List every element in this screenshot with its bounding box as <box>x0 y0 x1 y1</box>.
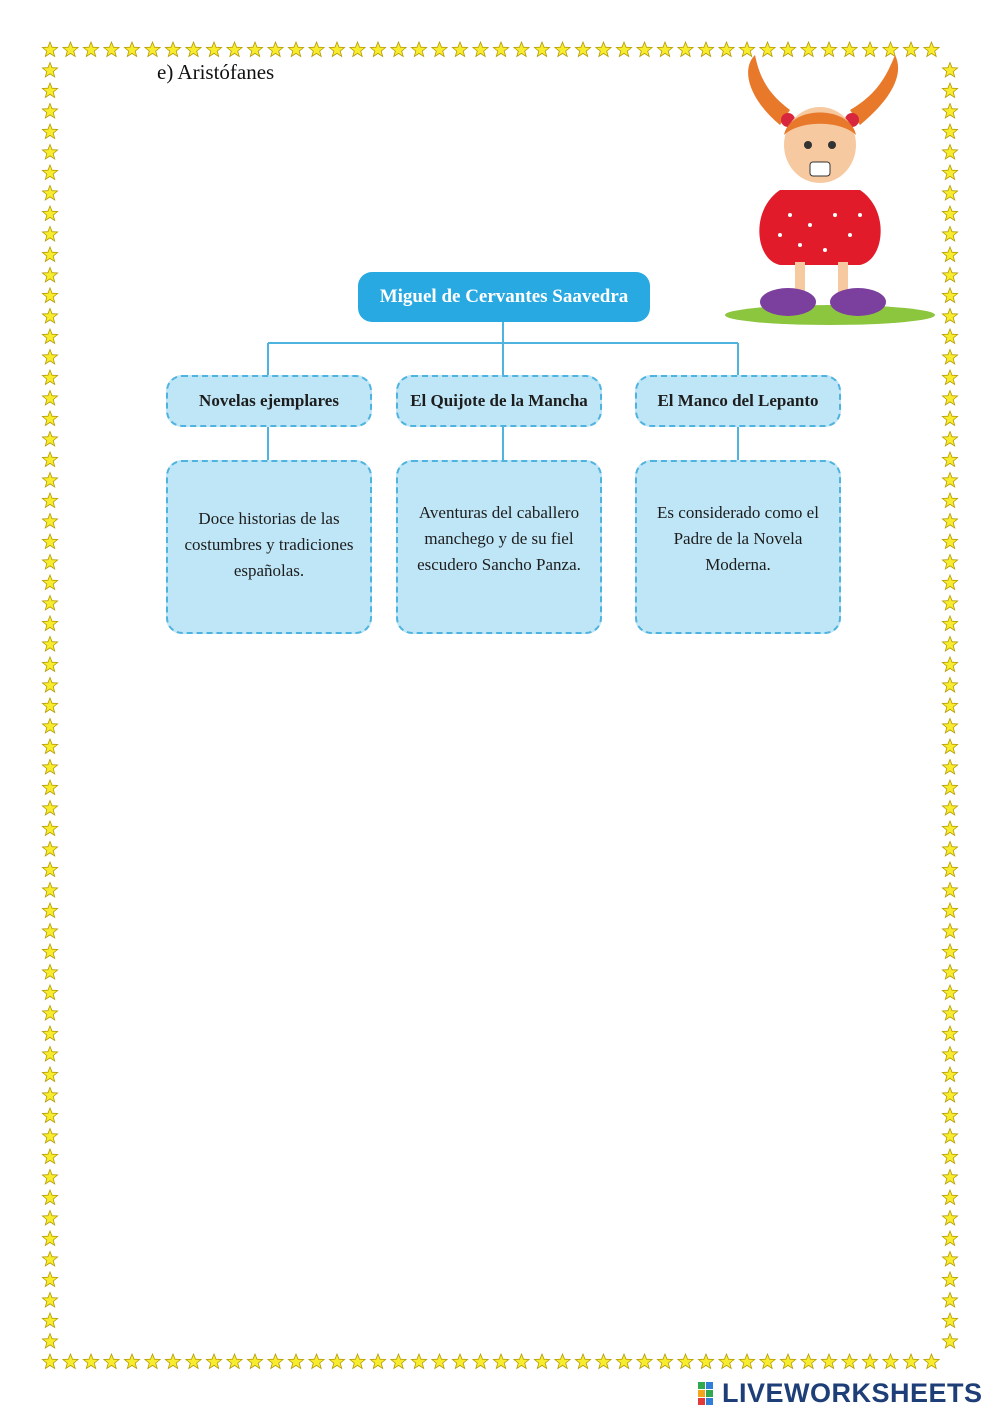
star-icon <box>42 883 57 898</box>
star-icon <box>42 780 57 795</box>
star-icon <box>942 739 957 754</box>
branch-description-manco: Es considerado como el Padre de la Novela Moderna. <box>635 460 841 634</box>
star-icon <box>42 965 57 980</box>
star-icon <box>247 1354 262 1369</box>
star-icon <box>942 780 957 795</box>
star-icon <box>942 1252 957 1267</box>
star-icon <box>942 1006 957 1021</box>
star-icon <box>42 1293 57 1308</box>
star-icon <box>42 801 57 816</box>
star-icon <box>329 1354 344 1369</box>
branch-title-novelas: Novelas ejemplares <box>166 375 372 427</box>
branch-title-quijote: El Quijote de la Mancha <box>396 375 602 427</box>
star-icon <box>575 1354 590 1369</box>
star-icon <box>942 1108 957 1123</box>
star-icon <box>42 1211 57 1226</box>
star-icon <box>942 1067 957 1082</box>
star-icon <box>42 1313 57 1328</box>
star-icon <box>42 1026 57 1041</box>
brand-name: LIVEWORKSHEETS <box>722 1377 983 1408</box>
star-icon <box>942 842 957 857</box>
star-icon <box>309 1354 324 1369</box>
star-icon <box>42 1088 57 1103</box>
star-icon <box>42 862 57 877</box>
star-icon <box>42 1252 57 1267</box>
star-icon <box>942 903 957 918</box>
star-icon <box>42 1272 57 1287</box>
star-icon <box>288 1354 303 1369</box>
star-icon <box>924 1354 939 1369</box>
star-icon <box>942 1088 957 1103</box>
star-icon <box>42 1190 57 1205</box>
star-icon <box>42 1231 57 1246</box>
star-icon <box>145 1354 160 1369</box>
star-icon <box>942 1313 957 1328</box>
star-icon <box>942 760 957 775</box>
star-icon <box>42 924 57 939</box>
star-icon <box>942 719 957 734</box>
star-icon <box>903 1354 918 1369</box>
star-icon <box>657 1354 672 1369</box>
star-icon <box>104 1354 119 1369</box>
concept-map-root: Miguel de Cervantes Saavedra <box>358 272 650 322</box>
star-icon <box>42 1149 57 1164</box>
star-icon <box>616 1354 631 1369</box>
star-icon <box>42 903 57 918</box>
star-icon <box>942 1170 957 1185</box>
star-icon <box>42 1170 57 1185</box>
star-icon <box>942 1149 957 1164</box>
star-icon <box>42 1067 57 1082</box>
star-icon <box>63 1354 78 1369</box>
star-icon <box>473 1354 488 1369</box>
branch-description-quijote: Aventuras del caballero manchego y de su fiel escudero Sancho Panza. <box>396 460 602 634</box>
star-icon <box>942 985 957 1000</box>
star-icon <box>942 1047 957 1062</box>
star-icon <box>942 924 957 939</box>
answer-option-e: e) Aristófanes <box>157 60 275 84</box>
star-icon <box>42 842 57 857</box>
star-icon <box>942 801 957 816</box>
star-icon <box>350 1354 365 1369</box>
star-icon <box>678 1354 693 1369</box>
star-icon <box>165 1354 180 1369</box>
star-icon <box>942 862 957 877</box>
star-icon <box>42 739 57 754</box>
star-icon <box>411 1354 426 1369</box>
star-icon <box>534 1354 549 1369</box>
star-icon <box>596 1354 611 1369</box>
star-icon <box>432 1354 447 1369</box>
star-icon <box>942 1026 957 1041</box>
star-icon <box>42 1129 57 1144</box>
star-icon <box>801 1354 816 1369</box>
star-icon <box>942 821 957 836</box>
star-icon <box>698 1354 713 1369</box>
star-icon <box>391 1354 406 1369</box>
star-icon <box>555 1354 570 1369</box>
star-icon <box>942 883 957 898</box>
liveworksheets-logo <box>698 1375 983 1411</box>
star-icon <box>124 1354 139 1369</box>
star-icon <box>719 1354 734 1369</box>
star-icon <box>942 1129 957 1144</box>
star-icon <box>206 1354 221 1369</box>
star-icon <box>42 1047 57 1062</box>
star-icon <box>42 821 57 836</box>
star-icon <box>42 944 57 959</box>
star-icon <box>942 1334 957 1349</box>
star-icon <box>821 1354 836 1369</box>
star-icon <box>942 1211 957 1226</box>
star-icon <box>268 1354 283 1369</box>
star-icon <box>370 1354 385 1369</box>
star-icon <box>42 985 57 1000</box>
star-icon <box>739 1354 754 1369</box>
star-icon <box>42 1108 57 1123</box>
star-icon <box>514 1354 529 1369</box>
star-icon <box>42 1334 57 1349</box>
star-icon <box>942 1272 957 1287</box>
branch-title-manco: El Manco del Lepanto <box>635 375 841 427</box>
star-icon <box>780 1354 795 1369</box>
star-icon <box>760 1354 775 1369</box>
star-icon <box>42 760 57 775</box>
star-icon <box>883 1354 898 1369</box>
star-icon <box>942 944 957 959</box>
star-icon <box>842 1354 857 1369</box>
star-icon <box>942 698 957 713</box>
branch-description-novelas: Doce historias de las costumbres y tradiciones españolas. <box>166 460 372 634</box>
star-icon <box>942 1231 957 1246</box>
star-icon <box>942 965 957 980</box>
star-icon <box>83 1354 98 1369</box>
star-icon <box>42 1354 57 1369</box>
star-icon <box>942 1190 957 1205</box>
star-icon <box>42 1006 57 1021</box>
star-icon <box>452 1354 467 1369</box>
star-icon <box>186 1354 201 1369</box>
star-icon <box>493 1354 508 1369</box>
star-icon <box>227 1354 242 1369</box>
star-icon <box>42 698 57 713</box>
star-icon <box>42 719 57 734</box>
star-icon <box>637 1354 652 1369</box>
star-icon <box>942 1293 957 1308</box>
logo-mark-icon <box>698 1380 722 1406</box>
star-icon <box>862 1354 877 1369</box>
